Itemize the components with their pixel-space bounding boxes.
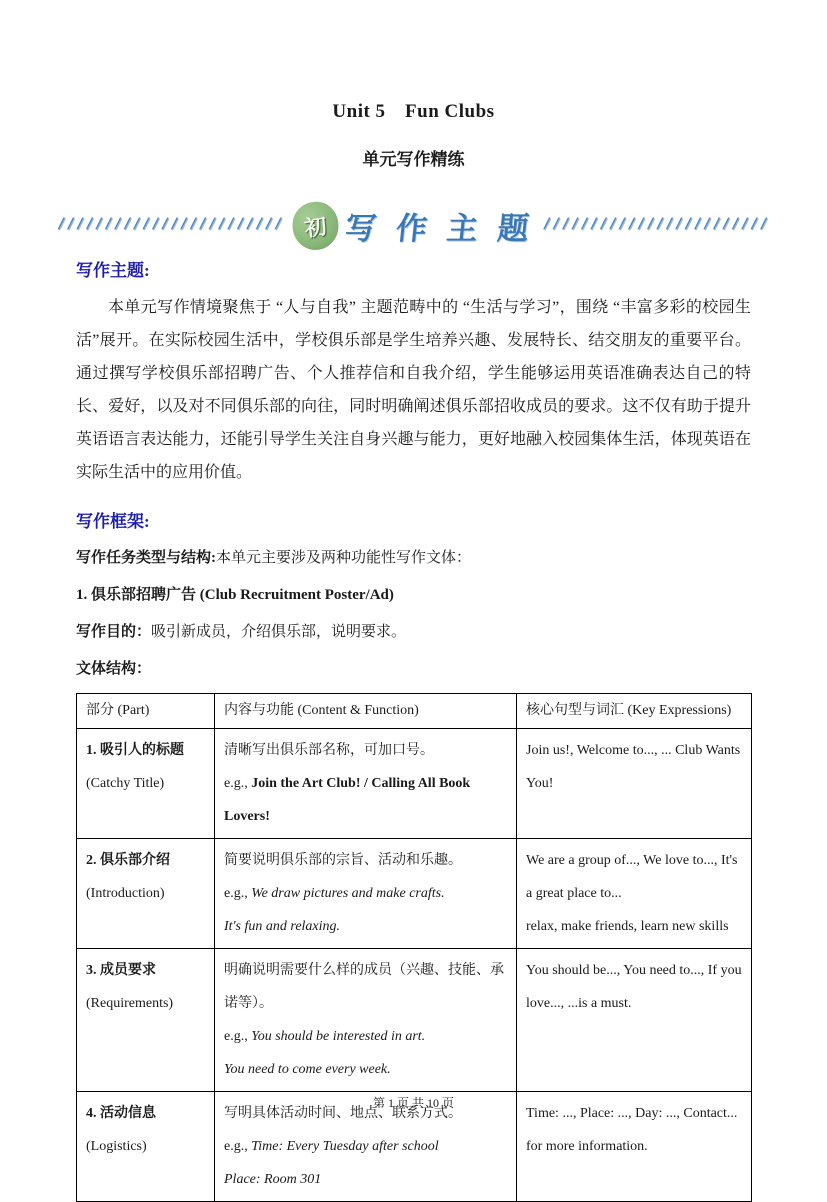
task-type-text: 本单元主要涉及两种功能性写作文体：: [216, 550, 472, 566]
page-subtitle: 单元写作精练: [362, 150, 465, 169]
table-header-row: [77, 694, 752, 729]
table-row: [77, 729, 752, 839]
eg-prefix: e.g.,: [224, 776, 252, 791]
part-cell: [77, 949, 215, 1092]
content-cell: [215, 729, 517, 839]
part-cell: [77, 839, 215, 949]
eg-prefix: e.g.,: [224, 1029, 252, 1044]
seal-badge-icon: [289, 199, 341, 253]
structure-label: 文体结构：: [76, 661, 152, 677]
content-example: [224, 1020, 507, 1053]
seal-badge-char: 初: [302, 213, 329, 241]
banner-slashes-right: ////////////////////////: [543, 216, 770, 232]
header-key-expressions: 核心句型与词汇 (Key Expressions): [517, 694, 752, 729]
key-expressions-cell: [517, 839, 752, 949]
key-line: Time: ..., Place: ..., Day: ..., Contact... for more information.: [526, 1106, 738, 1154]
header-part: 部分 (Part): [77, 694, 215, 729]
part-subtitle: (Requirements): [86, 996, 174, 1011]
part-subtitle: (Logistics): [86, 1139, 147, 1154]
purpose-label: 写作目的：: [76, 624, 152, 640]
purpose-text: 吸引新成员，介绍俱乐部，说明要求。: [151, 624, 407, 640]
part-title: 2. 俱乐部介绍: [86, 853, 170, 868]
eg-text: You should be interested in art.: [251, 1029, 426, 1044]
content-line: 清晰写出俱乐部名称，可加口号。: [224, 743, 434, 758]
part-subtitle: (Catchy Title): [86, 776, 165, 791]
part-title: 4. 活动信息: [86, 1106, 156, 1121]
eg-prefix: e.g.,: [224, 886, 252, 901]
page-title: Unit 5 Fun Clubs: [332, 101, 495, 122]
eg-text: Join the Art Club! / Calling All Book Lovers!: [224, 776, 471, 824]
eg-text: Time: Every Tuesday after school: [251, 1139, 439, 1154]
part-title: 3. 成员要求: [86, 963, 156, 978]
banner-title: 写 作 主 题: [343, 210, 537, 246]
key-expressions-cell: [517, 729, 752, 839]
table-row: [77, 839, 752, 949]
eg-text: We draw pictures and make crafts.: [251, 886, 445, 901]
theme-paragraph: 本单元写作情境聚焦于 “人与自我” 主题范畴中的 “生活与学习”，围绕 “丰富多彩的校园生活”展开。在实际校园生活中，学校俱乐部是学生培养兴趣、发展特长、结交朋友的重要平台。通过撰写学校俱乐部招聘广告、个人推荐信和自我介绍，学生能够运用英语准确表达自己的特长、爱好，以及对不同俱乐部的向往，同时明确阐述俱乐部招收成员的要求。这不仅有助于提升英语语言表达能力，还能引导学生关注自身兴趣与能力，更好地融入校园集体生活，体现英语在实际生活中的应用价值。: [76, 299, 751, 481]
theme-heading: 写作主题:: [76, 261, 150, 280]
key-line: You should be..., You need to..., If you love..., ...is a must.: [526, 963, 742, 1011]
table-row: [77, 949, 752, 1092]
content-example: [224, 767, 507, 833]
content-example-line2: Place: Room 301: [224, 1172, 322, 1187]
content-example: [224, 1130, 507, 1163]
section-banner: [57, 196, 770, 248]
structure-table: [76, 693, 752, 1202]
item1-title: 1. 俱乐部招聘广告 (Club Recruitment Poster/Ad): [76, 587, 394, 603]
content-line: 简要说明俱乐部的宗旨、活动和乐趣。: [224, 853, 462, 868]
purpose-line: [76, 621, 751, 643]
content-line: 明确说明需要什么样的成员（兴趣、技能、承诺等）。: [224, 963, 504, 1011]
content-example-line2: It's fun and relaxing.: [224, 919, 341, 934]
task-type-label: 写作任务类型与结构:: [76, 550, 216, 566]
key-expressions-cell: [517, 949, 752, 1092]
task-type-line: [76, 547, 751, 569]
page-number: 第 1 页 共 10 页: [372, 1096, 454, 1110]
part-subtitle: (Introduction): [86, 886, 165, 901]
key-line: Join us!, Welcome to..., ... Club Wants You!: [526, 743, 741, 791]
banner-slashes-left: ////////////////////////: [57, 216, 284, 232]
content-cell: [215, 949, 517, 1092]
content-example: [224, 877, 507, 910]
eg-prefix: e.g.,: [224, 1139, 252, 1154]
key-line: relax, make friends, learn new skills: [526, 919, 729, 934]
content-example-line2: You need to come every week.: [224, 1062, 391, 1077]
part-cell: [77, 729, 215, 839]
part-title: 1. 吸引人的标题: [86, 743, 184, 758]
content-line: 写明具体活动时间、地点、联系方式。: [224, 1106, 462, 1121]
key-line: We are a group of..., We love to..., It's a great place to...: [526, 853, 738, 901]
header-content: 内容与功能 (Content & Function): [215, 694, 517, 729]
framework-heading: 写作框架:: [76, 512, 150, 531]
content-cell: [215, 839, 517, 949]
